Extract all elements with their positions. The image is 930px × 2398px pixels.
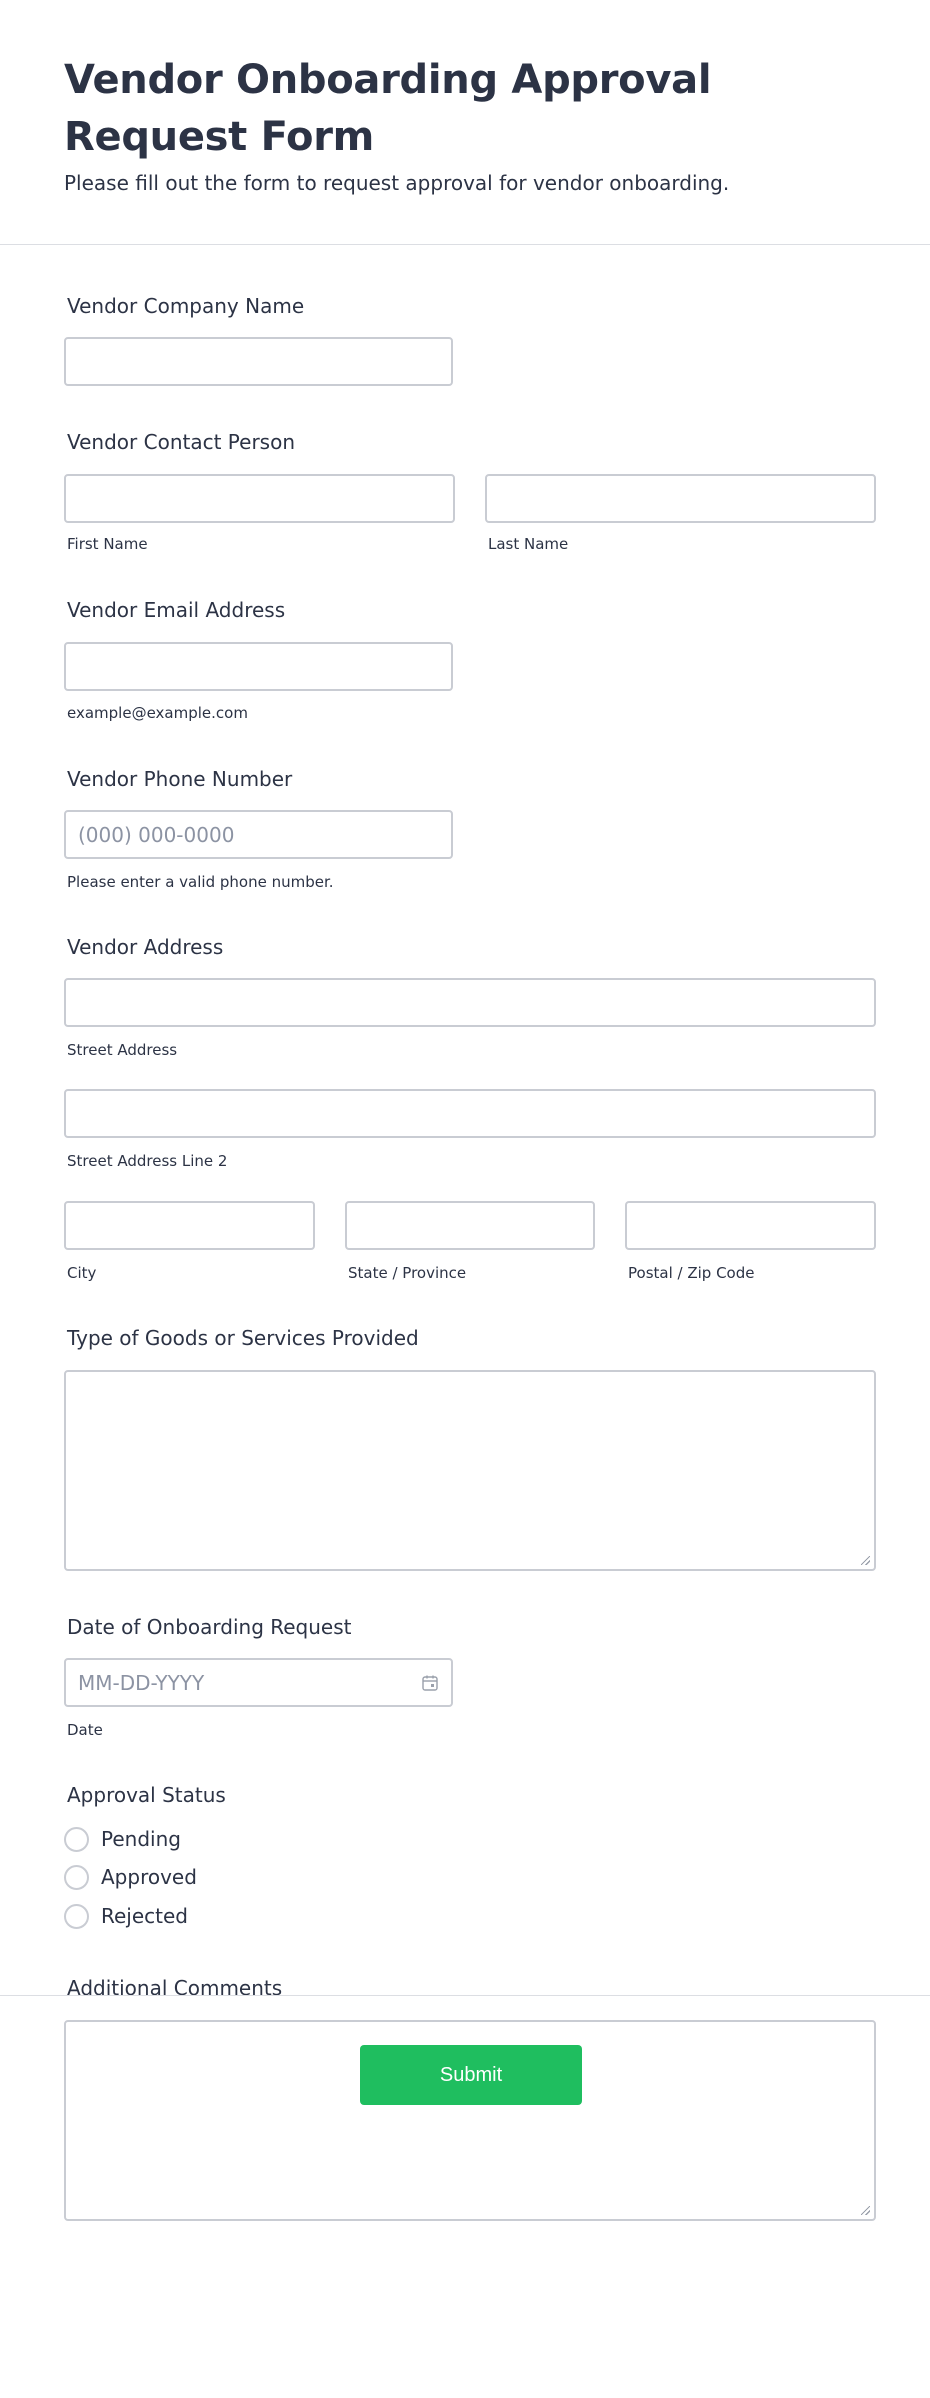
radio-label: Rejected	[101, 1904, 189, 1928]
street-address-input[interactable]	[64, 978, 876, 1027]
form-subtitle: Please fill out the form to request approval for vendor onboarding.	[64, 171, 730, 195]
approval-status-label: Approval Status	[67, 1783, 226, 1807]
address-label: Vendor Address	[67, 935, 224, 959]
radio-label: Pending	[101, 1827, 181, 1851]
resize-grip-icon[interactable]	[861, 1556, 870, 1565]
phone-sublabel: Please enter a valid phone number.	[67, 873, 334, 891]
date-placeholder: MM-DD-YYYY	[78, 1671, 205, 1695]
goods-services-textarea[interactable]	[64, 1370, 876, 1571]
resize-grip-icon[interactable]	[861, 2206, 870, 2215]
submit-button[interactable]: Submit	[360, 2045, 582, 2105]
radio-circle-icon[interactable]	[64, 1827, 89, 1852]
email-input[interactable]	[64, 642, 453, 691]
company-name-label: Vendor Company Name	[67, 294, 305, 318]
email-label: Vendor Email Address	[67, 598, 286, 622]
radio-label: Approved	[101, 1865, 197, 1889]
zip-sublabel: Postal / Zip Code	[628, 1264, 755, 1282]
city-sublabel: City	[67, 1264, 97, 1282]
radio-option-approved[interactable]	[64, 1863, 197, 1891]
last-name-input[interactable]	[485, 474, 876, 523]
street-address-line2-input[interactable]	[64, 1089, 876, 1138]
street-address-sublabel: Street Address	[67, 1041, 178, 1059]
phone-label: Vendor Phone Number	[67, 767, 293, 791]
email-sublabel: example@example.com	[67, 704, 248, 722]
form-body	[0, 245, 930, 2251]
footer-divider	[0, 1995, 930, 1996]
street-address-line2-sublabel: Street Address Line 2	[67, 1152, 228, 1170]
phone-placeholder: (000) 000-0000	[78, 823, 235, 847]
radio-option-pending[interactable]	[64, 1825, 181, 1853]
contact-person-label: Vendor Contact Person	[67, 430, 295, 454]
date-sublabel: Date	[67, 1721, 103, 1739]
company-name-input[interactable]	[64, 337, 453, 386]
last-name-sublabel: Last Name	[488, 535, 569, 553]
calendar-icon[interactable]	[421, 1674, 439, 1692]
radio-option-rejected[interactable]	[64, 1902, 188, 1930]
first-name-input[interactable]	[64, 474, 455, 523]
state-sublabel: State / Province	[348, 1264, 467, 1282]
form-title: Vendor Onboarding Approval Request Form	[64, 57, 712, 160]
form-header	[0, 0, 930, 245]
radio-circle-icon[interactable]	[64, 1865, 89, 1890]
date-input[interactable]	[64, 1658, 453, 1707]
date-label: Date of Onboarding Request	[67, 1615, 352, 1639]
phone-input[interactable]	[64, 810, 453, 859]
zip-input[interactable]	[625, 1201, 876, 1250]
state-input[interactable]	[345, 1201, 595, 1250]
city-input[interactable]	[64, 1201, 315, 1250]
goods-services-label: Type of Goods or Services Provided	[67, 1326, 419, 1350]
comments-label: Additional Comments	[67, 1976, 283, 2000]
first-name-sublabel: First Name	[67, 535, 148, 553]
radio-circle-icon[interactable]	[64, 1904, 89, 1929]
